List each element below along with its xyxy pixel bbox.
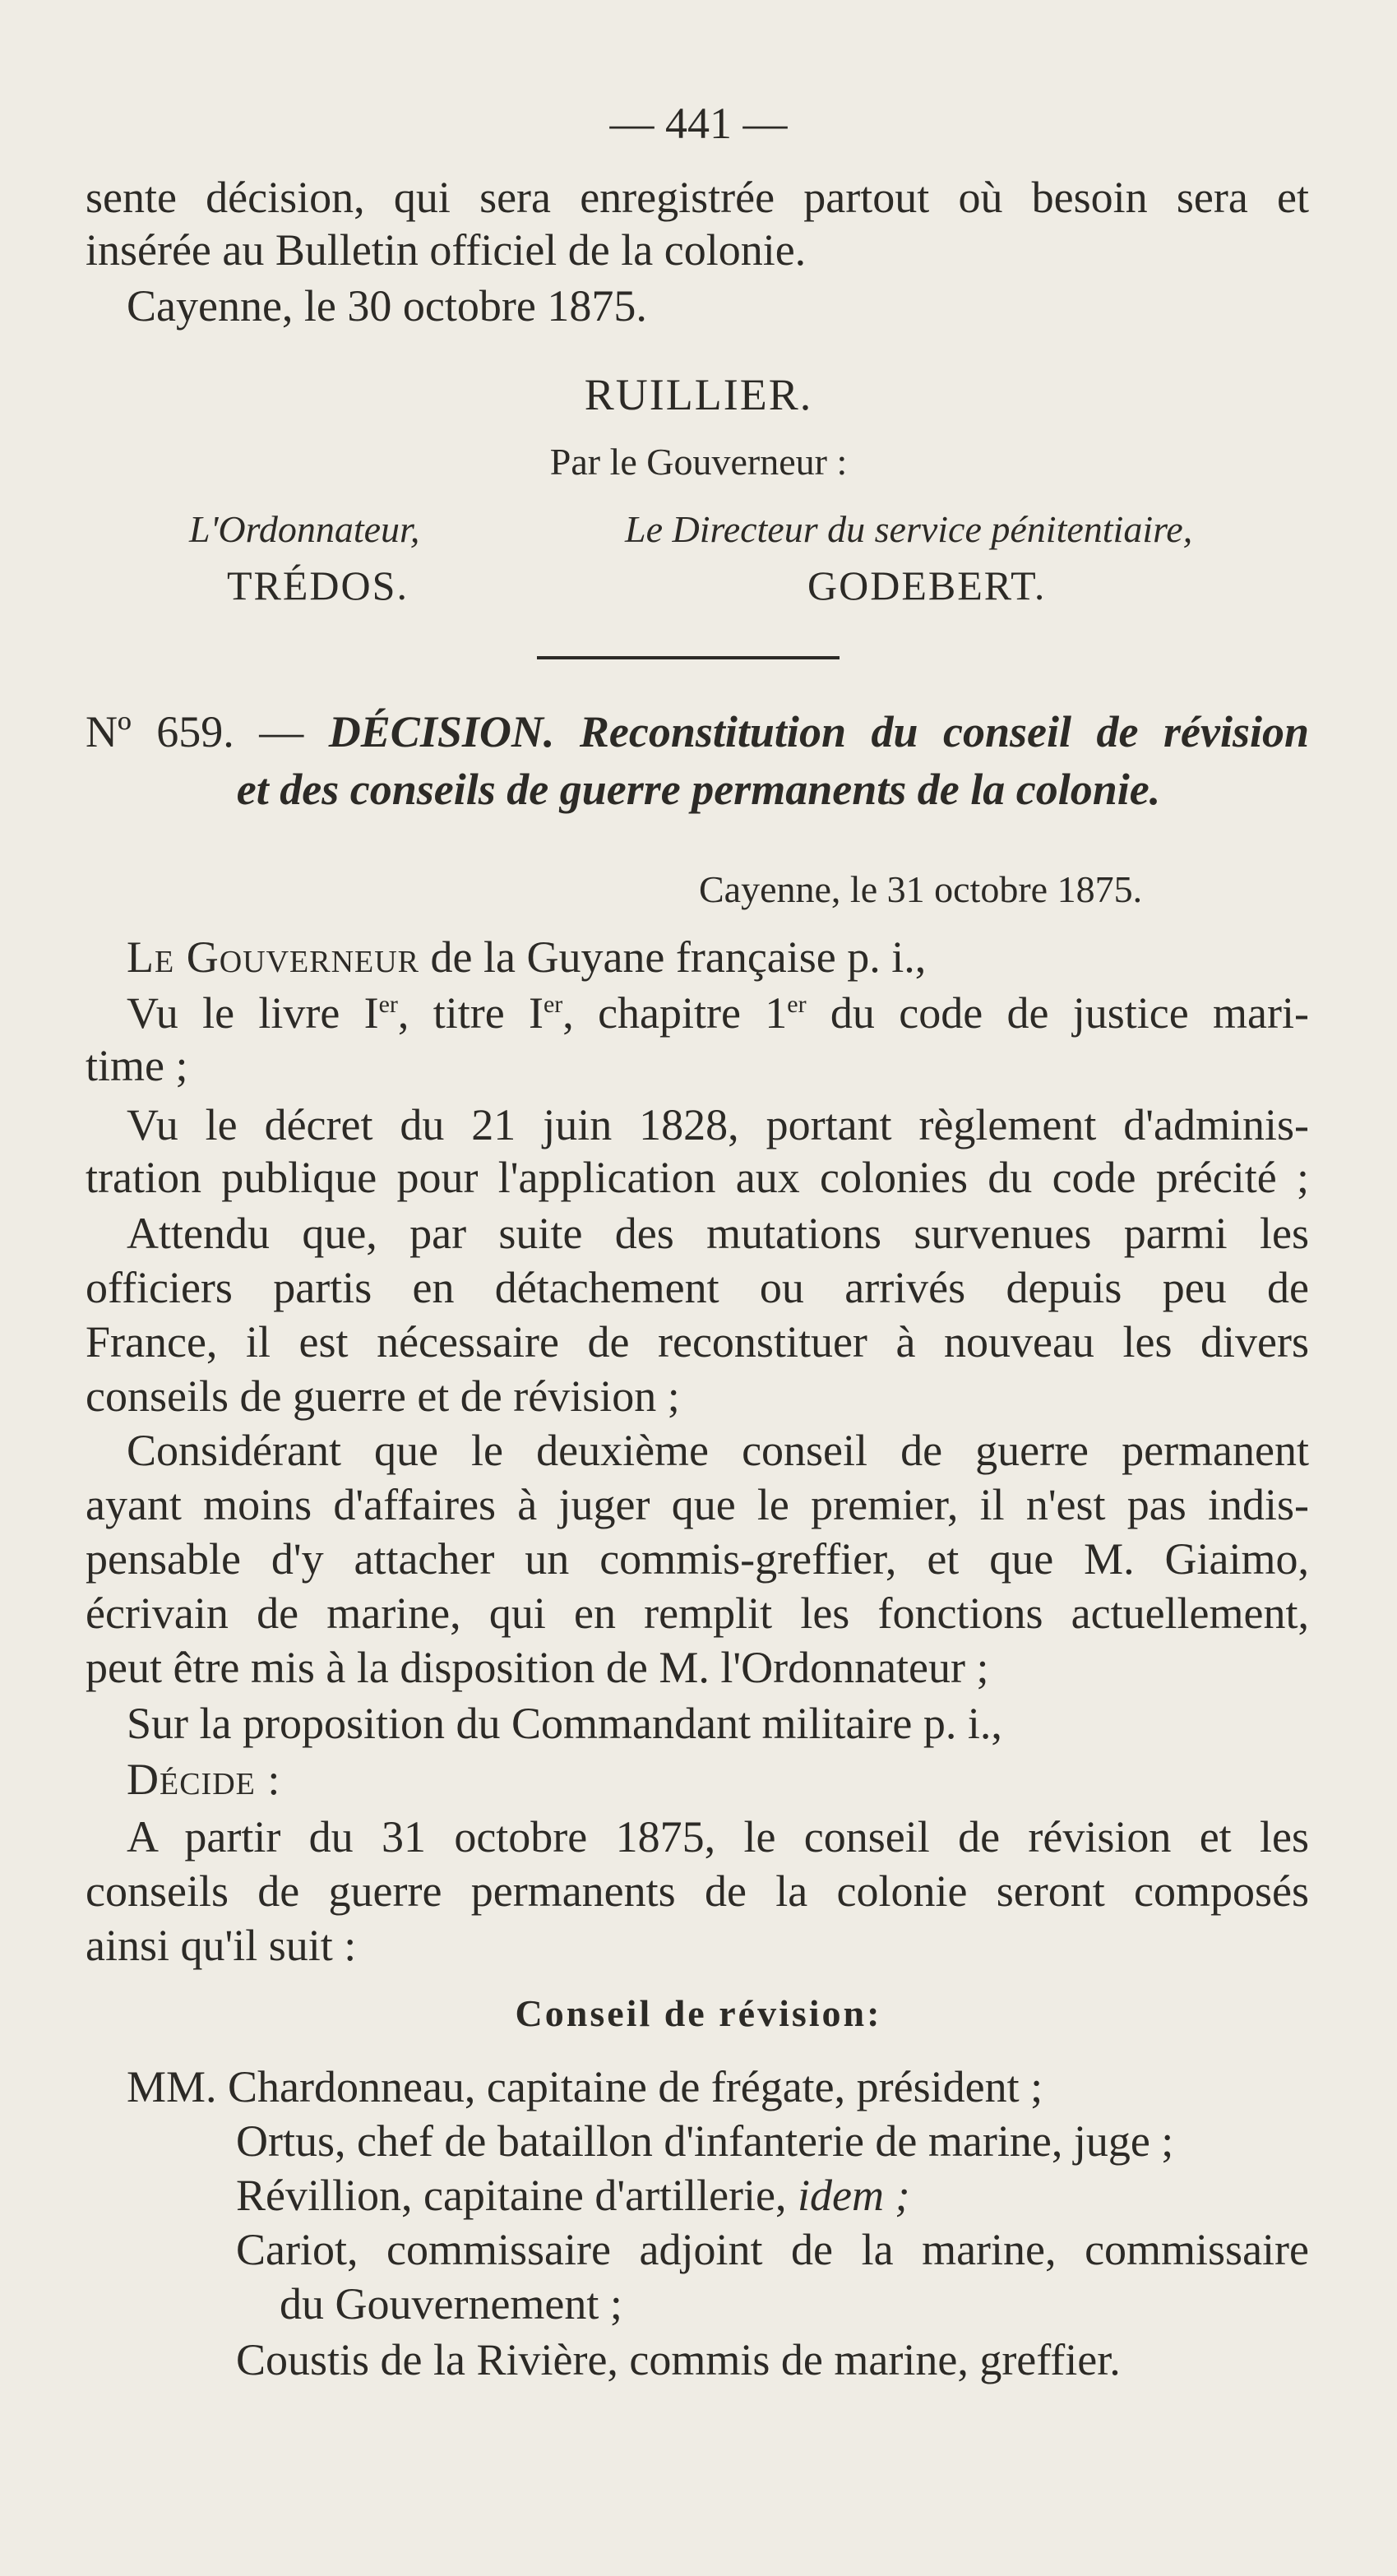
attendu-line-1: Attendu que, par suite des mutations survenues parmi les bbox=[127, 1209, 1309, 1258]
decision-title-part-2: et des conseils de guerre permanents de la colonie. bbox=[236, 765, 1161, 814]
directeur-name: GODEBERT. bbox=[807, 562, 1047, 608]
considerant-line-3: pensable d'y attacher un commis-greffier, et que M. Giaimo, bbox=[86, 1534, 1309, 1584]
considerant-line-4: écrivain de marine, qui en remplit les fonctions actuellement, bbox=[86, 1589, 1309, 1638]
considerant-line-1: Considérant que le deuxième conseil de guerre permanent bbox=[127, 1426, 1309, 1475]
member-coustis: Coustis de la Rivière, commis de marine, greffier. bbox=[236, 2335, 1121, 2384]
attendu-line-3: France, il est nécessaire de reconstituer à nouveau les divers bbox=[86, 1317, 1309, 1367]
decision-date: Cayenne, le 31 octobre 1875. bbox=[699, 868, 1143, 910]
directeur-title: Le Directeur du service pénitentiaire, bbox=[625, 508, 1193, 550]
by-governor: Par le Gouverneur : bbox=[549, 441, 848, 483]
considerant-line-5: peut être mis à la disposition de M. l'Ordonnateur ; bbox=[86, 1643, 989, 1692]
article-line-3: ainsi qu'il suit : bbox=[86, 1921, 357, 1970]
attendu-line-2: officiers partis en détachement ou arrivés depuis peu de bbox=[86, 1263, 1309, 1312]
place-date: Cayenne, le 30 octobre 1875. bbox=[127, 281, 647, 331]
governor-smallcaps: Le Gouverneur bbox=[127, 932, 420, 982]
article-line-1: A partir du 31 octobre 1875, le conseil de révision et les bbox=[127, 1812, 1309, 1861]
vu-code-line-2: time ; bbox=[86, 1041, 188, 1090]
decide-label: Décide : bbox=[127, 1755, 281, 1804]
member-revillion: Révillion, capitaine d'artillerie, idem ; bbox=[236, 2171, 910, 2220]
ordonnateur-name: TRÉDOS. bbox=[227, 562, 409, 608]
ordonnateur-title: L'Ordonnateur, bbox=[189, 508, 420, 550]
proposition-line: Sur la proposition du Commandant militaire p. i., bbox=[127, 1699, 1002, 1748]
considerant-line-2: ayant moins d'affaires à juger que le premier, il n'est pas indis- bbox=[86, 1480, 1309, 1529]
vu-code-line-1: Vu le livre Ier, titre Ier, chapitre 1er du code de justice mari- bbox=[127, 988, 1309, 1038]
opening-line-2: insérée au Bulletin officiel de la colonie. bbox=[86, 225, 807, 275]
decision-heading-line-1 bbox=[86, 705, 1309, 758]
member-chardonneau: MM. Chardonneau, capitaine de frégate, président ; bbox=[127, 2062, 1043, 2111]
decision-type: DÉCISION. bbox=[328, 707, 555, 756]
member-cariot-line-2: du Gouvernement ; bbox=[280, 2279, 622, 2329]
council-heading: Conseil de révision: bbox=[515, 1992, 882, 2034]
decision-number: Nº 659. — bbox=[86, 707, 304, 756]
page-number: — 441 — bbox=[609, 99, 788, 148]
decision-title-part-1: Reconstitution du conseil de révision bbox=[579, 707, 1309, 756]
member-ortus: Ortus, chef de bataillon d'infanterie de marine, juge ; bbox=[236, 2116, 1174, 2166]
vu-decree-line-1: Vu le décret du 21 juin 1828, portant règlement d'adminis- bbox=[127, 1100, 1309, 1149]
governor-signature: RUILLIER. bbox=[584, 370, 813, 419]
opening-line-1: sente décision, qui sera enregistrée partout où besoin sera et bbox=[86, 173, 1309, 222]
governor-line: Le Gouverneur de la Guyane française p. i., bbox=[127, 932, 927, 982]
article-line-2: conseils de guerre permanents de la colonie seront composés bbox=[86, 1866, 1309, 1916]
vu-decree-line-2: tration publique pour l'application aux colonies du code précité ; bbox=[86, 1153, 1309, 1202]
member-cariot-line-1: Cariot, commissaire adjoint de la marine, commissaire bbox=[236, 2225, 1309, 2274]
section-divider bbox=[537, 656, 840, 659]
attendu-line-4: conseils de guerre et de révision ; bbox=[86, 1371, 680, 1421]
